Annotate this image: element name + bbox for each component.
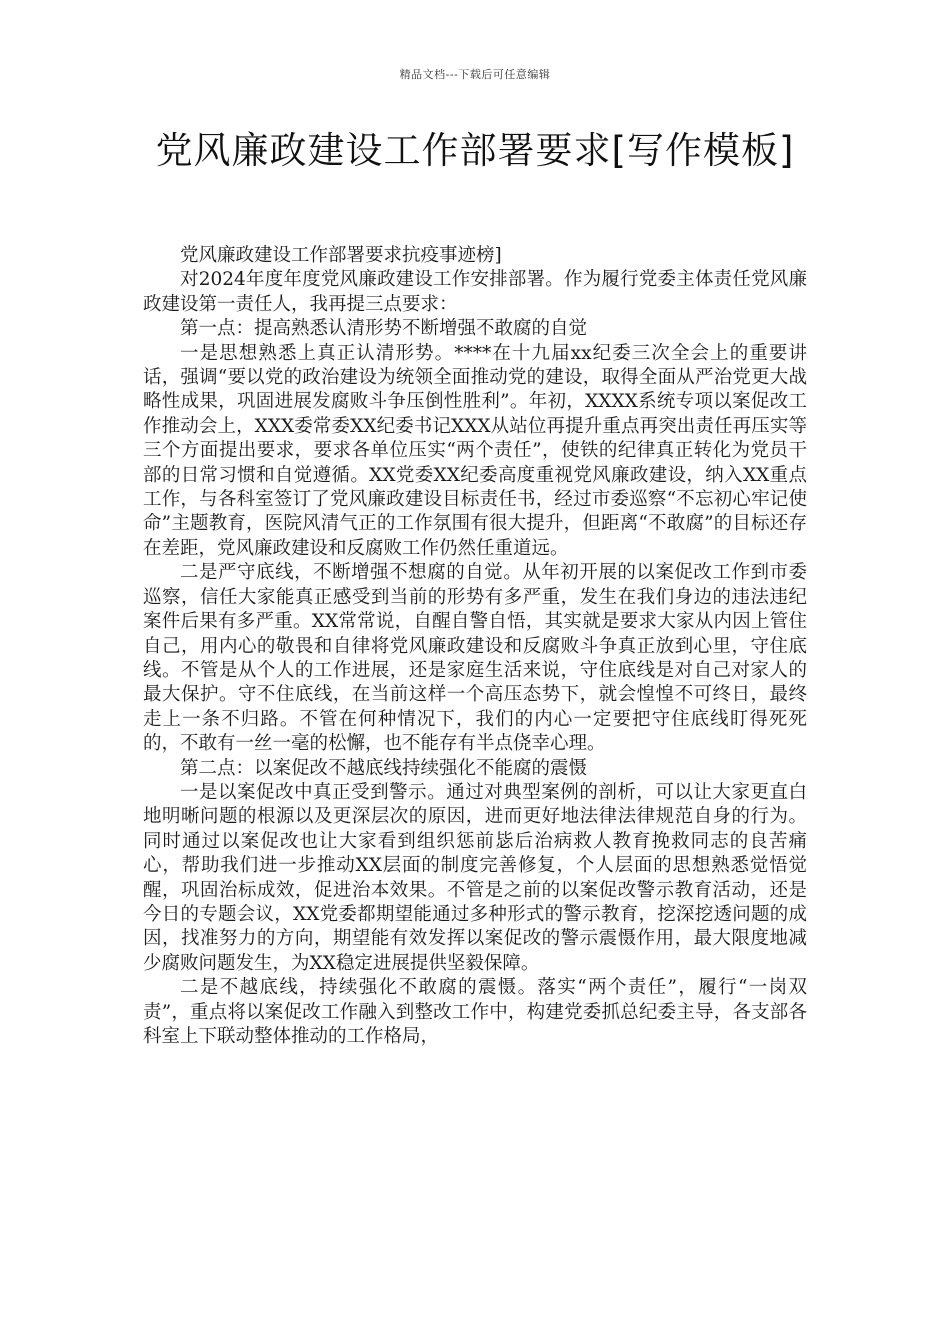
document-title: 党风廉政建设工作部署要求[写作模板] [155, 129, 795, 172]
paragraph: 一是以案促改中真正受到警示。通过对典型案例的剖析，可以让大家更直白地明晰问题的根源以及更深层次的原因，进而更好地法律法律规范自身的行为。同时通过以案促改也让大家看到组织惩前毖后治病救人教育挽救同志的良苦痛心，帮助我们进一步推动XX层面的制度完善修复，个人层面的思想熟悉觉悟觉醒，巩固治标成效，促进治本效果。不管是之前的以案促改警示教育活动，还是今日的专题会议，XX党委都期望能通过多种形式的警示教育，挖深挖透问题的成因，找准努力的方向，期望能有效发挥以案促改的警示震慑作用，最大限度地减少腐败问题发生，为XX稳定进展提供坚毅保障。 [143, 781, 807, 974]
paragraph: 一是思想熟悉上真正认清形势。****在十九届xx纪委三次全会上的重要讲话，强调“要以党的政治建设为统领全面推动党的建设，取得全面从严治党更大战略性成果，巩固进展发腐败斗争压倒性胜利”。年初，XXXX系统专项以案促改工作推动会上，XXX委常委XX纪委书记XXX从站位再提升重点再突出责任再压实等三个方面提出要求，要求各单位压实“两个责任”，使铁的纪律真正转化为党员干部的日常习惯和自觉遵循。XX党委XX纪委高度重视党风廉政建设，纳入XX重点工作，与各科室签订了党风廉政建设目标责任书，经过市委巡察“不忘初心牢记使命”主题教育，医院风清气正的工作氛围有很大提升，但距离“不敢腐”的目标还存在差距，党风廉政建设和反腐败工作仍然任重道远。 [143, 342, 807, 559]
section-heading-2: 第二点：以案促改不越底线持续强化不能腐的震慑 [180, 757, 588, 779]
paragraph-intro-heading: 党风廉政建设工作部署要求抗疫事迹榜] [180, 245, 502, 266]
section-heading-1: 第一点：提高熟悉认清形势不断增强不敢腐的自觉 [180, 318, 588, 340]
paragraph-opening: 对2024年度年度党风廉政建设工作安排部署。作为履行党委主体责任党风廉政建设第一责任人，我再提三点要求： [143, 269, 807, 315]
paragraph: 二是严守底线，不断增强不想腐的自觉。从年初开展的以案促改工作到市委巡察，信任大家能真正感受到当前的形势有多严重，发生在我们身边的违法违纪案件后果有多严重。XX常常说，自醒自警自悟，其实就是要求大家从内因上管住自己，用内心的敬畏和自律将党风廉政建设和反腐败斗争真正放到心里，守住底线。不管是从个人的工作进展，还是家庭生活来说，守住底线是对自己对家人的最大保护。守不住底线，在当前这样一个高压态势下，就会惶惶不可终日，最终走上一条不归路。不管在何种情况下，我们的内心一定要把守住底线盯得死死的，不敢有一丝一毫的松懈，也不能存有半点侥幸心理。 [143, 562, 807, 755]
paragraph: 二是不越底线，持续强化不敢腐的震慑。落实“两个责任”，履行“一岗双责”，重点将以案促改工作融入到整改工作中，构建党委抓总纪委主导，各支部各科室上下联动整体推动的工作格局， [143, 977, 807, 1047]
header-note: 精品文档---下载后可任意编辑 [399, 68, 551, 81]
document-body [143, 244, 807, 1049]
